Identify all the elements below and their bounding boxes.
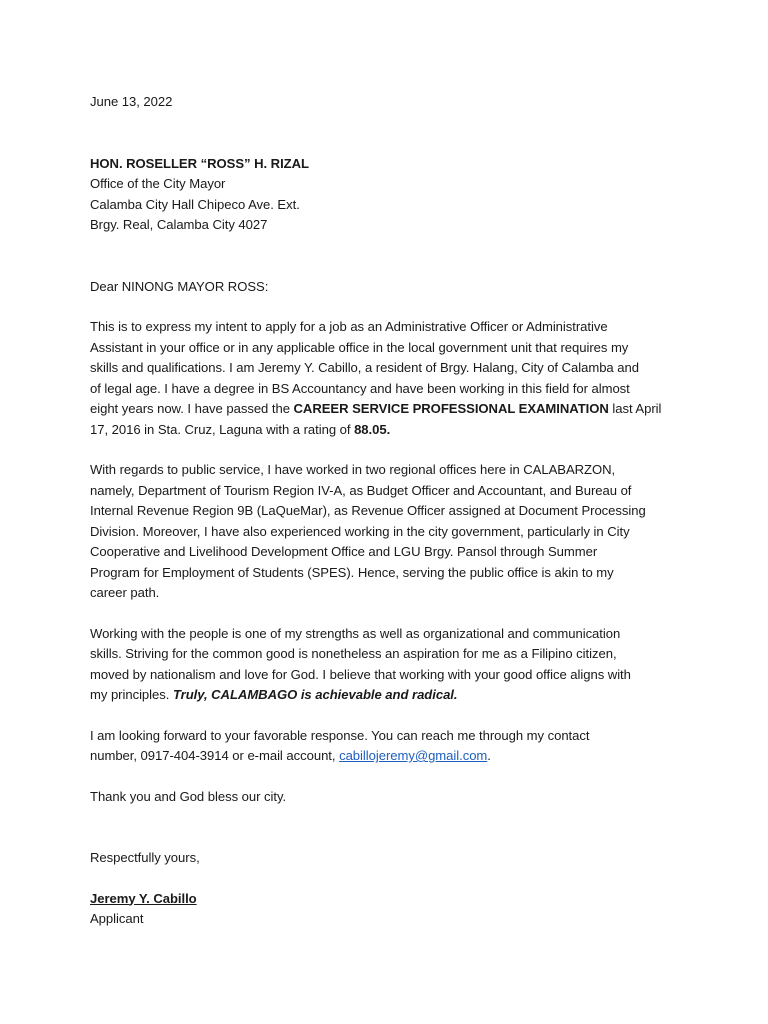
paragraph-line: Internal Revenue Region 9B (LaQueMar), as Revenue Officer assigned at Document Processing [90,503,646,518]
text-run: number, 0917-404-3914 or e-mail account, [90,748,340,763]
paragraph-line: skills and qualifications. I am Jeremy Y. Cabillo, a resident of Brgy. Halang, City of Calamba and [90,360,639,375]
signature-name: Jeremy Y. Cabillo [90,890,197,906]
paragraph-line: Division. Moreover, I have also experienced working in the city government, particularly in City [90,523,630,539]
paragraph-line: This is to express my intent to apply for a job as an Administrative Officer or Administrative [90,319,608,334]
paragraph-line: Assistant in your office or in any applicable office in the local government unit that requires my [90,339,629,355]
recipient-address-2: Brgy. Real, Calamba City 4027 [90,217,268,232]
paragraph-line: I am looking forward to your favorable response. You can reach me through my contact [90,727,590,743]
paragraph-intent [90,317,690,440]
text-run: . [487,748,491,763]
paragraph-strengths [90,624,690,706]
paragraph-line: namely, Department of Tourism Region IV-A, as Budget Officer and Accountant, and Bureau of [90,482,632,498]
signature-title: Applicant [90,911,144,926]
recipient-office: Office of the City Mayor [90,176,226,191]
paragraph-line: career path. [90,585,160,600]
paragraph-experience [90,460,690,604]
slogan-text: Truly, CALAMBAGO is achievable and radical. [172,687,458,702]
paragraph-contact [90,726,690,767]
paragraph-line [90,746,690,767]
paragraph-line [90,399,690,420]
exam-rating: 88.05. [354,421,391,437]
email-link[interactable]: cabillojeremy@gmail.com [339,748,488,763]
thanks-line: Thank you and God bless our city. [90,788,287,804]
paragraph-line: Program for Employment of Students (SPES). Hence, serving the public office is akin to my [90,564,614,580]
closing-line: Respectfully yours, [90,850,200,865]
salutation: Dear NINONG MAYOR ROSS: [90,278,269,294]
paragraph-line [90,685,690,706]
letter-date: June 13, 2022 [90,94,173,109]
paragraph-line [90,420,690,441]
recipient-address-1: Calamba City Hall Chipeco Ave. Ext. [90,196,300,212]
text-run: my principles. [90,687,173,702]
paragraph-line: With regards to public service, I have worked in two regional offices here in CALABARZON, [90,462,616,477]
letter-body [90,92,690,930]
text-run: eight years now. I have passed the [90,401,294,416]
text-run: last April [608,401,662,416]
recipient-name: HON. ROSELLER “ROSS” H. RIZAL [90,155,309,171]
text-run: 17, 2016 in Sta. Cruz, Laguna with a rating of [90,421,355,437]
paragraph-line: of legal age. I have a degree in BS Accountancy and have been working in this field for almost [90,380,630,396]
paragraph-line: Cooperative and Livelihood Development Office and LGU Brgy. Pansol through Summer [90,544,598,559]
paragraph-line: moved by nationalism and love for God. I believe that working with your good office aligns with [90,666,631,682]
recipient-block [90,154,690,236]
exam-name: CAREER SERVICE PROFESSIONAL EXAMINATION [293,401,609,416]
paragraph-line: Working with the people is one of my strengths as well as organizational and communication [90,625,621,641]
paragraph-line: skills. Striving for the common good is nonetheless an aspiration for me as a Filipino citizen, [90,646,617,661]
